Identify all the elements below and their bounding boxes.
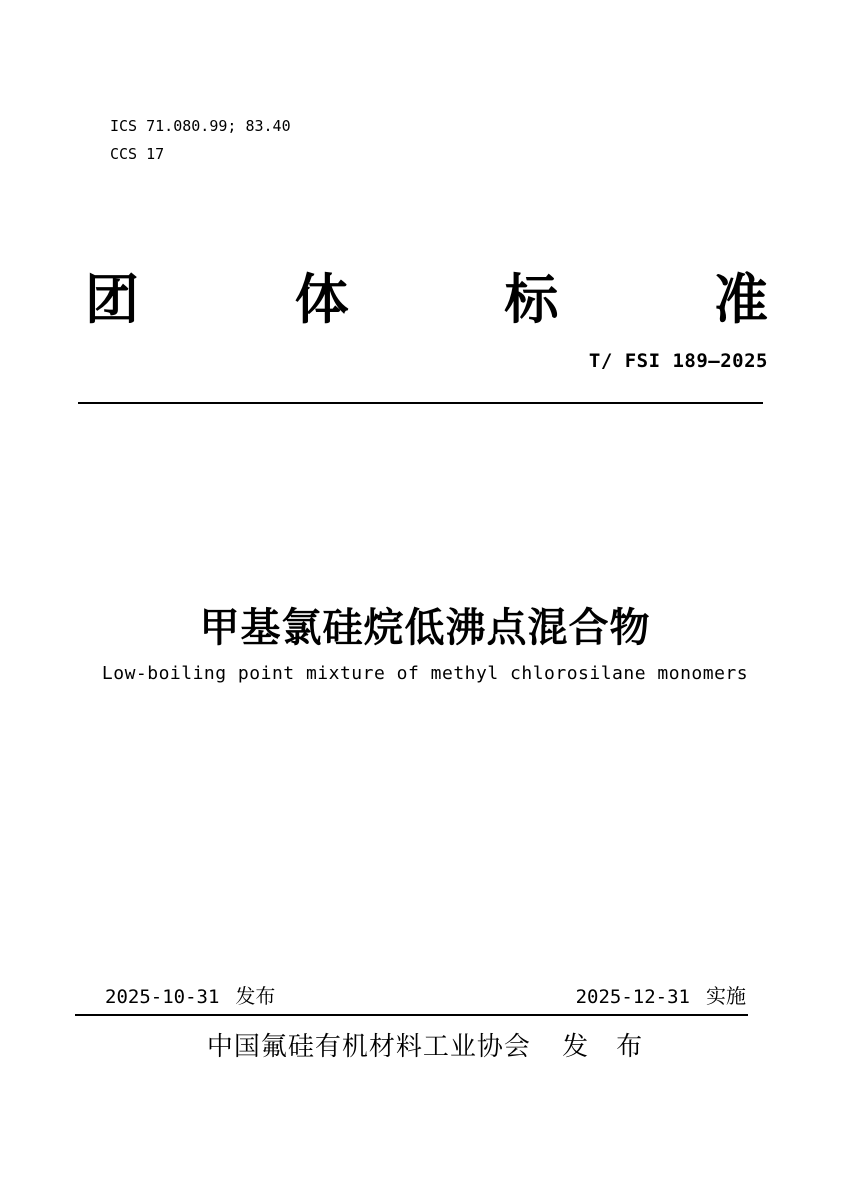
implement-date: 2025-12-31 (575, 986, 690, 1008)
banner-char-3: 标 (504, 268, 559, 331)
ccs-code: CCS 17 (110, 145, 165, 163)
standard-type-banner (85, 270, 768, 329)
publisher-name: 中国氟硅有机材料工业协会 (206, 1032, 531, 1062)
classification-codes (110, 112, 291, 168)
publisher-action: 发 布 (562, 1032, 644, 1062)
issue-date: 2025-10-31 (105, 986, 220, 1008)
standard-number: T/ FSI 189—2025 (588, 350, 768, 372)
issue-label: 发布 (235, 984, 276, 1008)
dates-row (75, 980, 748, 1016)
banner-char-4: 准 (713, 268, 768, 331)
implement-date-group (576, 980, 746, 1009)
document-title-chinese: 甲基氯硅烷低沸点混合物 (199, 605, 651, 651)
banner-char-1: 团 (85, 268, 139, 331)
issue-date-group (105, 980, 275, 1009)
publisher-line (0, 1026, 850, 1063)
document-title-english: Low-boiling point mixture of methyl chlorosilane monomers (101, 663, 749, 684)
ics-code: ICS 71.080.99; 83.40 (110, 117, 291, 135)
banner-char-2: 体 (294, 268, 349, 331)
header-divider-rule (78, 402, 763, 404)
implement-label: 实施 (706, 984, 746, 1008)
